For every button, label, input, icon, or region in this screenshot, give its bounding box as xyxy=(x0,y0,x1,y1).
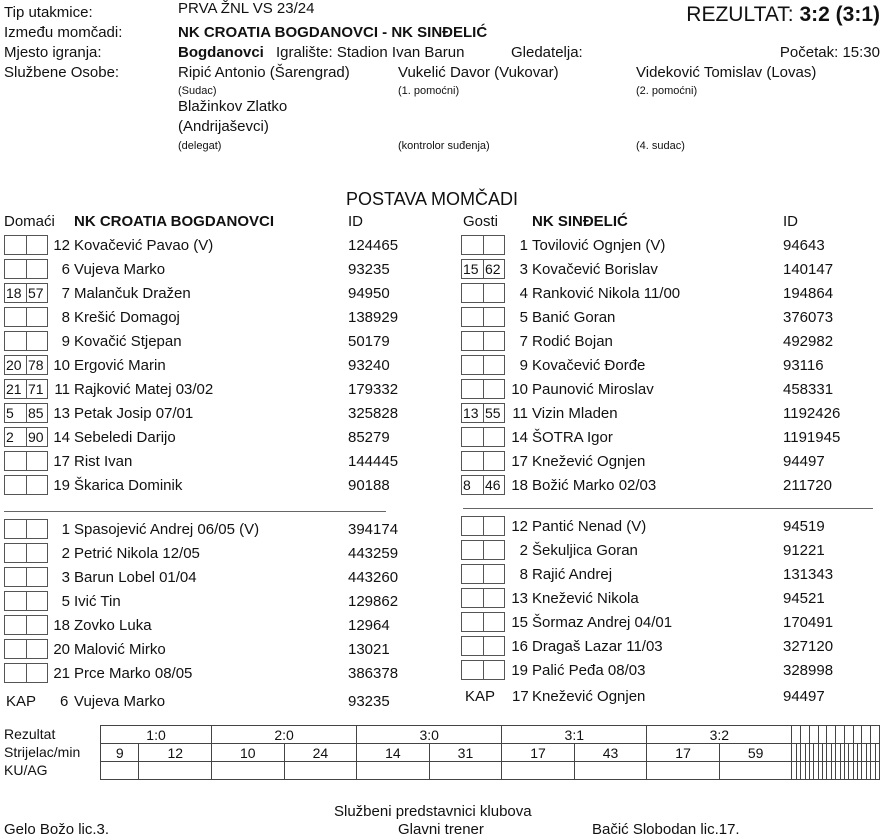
player-id: 85279 xyxy=(348,429,390,446)
sub-minute-box: 78 xyxy=(26,355,48,375)
official-referee-name: Ripić Antonio (Šarengrad) xyxy=(178,64,350,81)
sub-minute-box xyxy=(4,543,26,563)
goals-grid xyxy=(100,725,880,780)
player-id: 12964 xyxy=(348,617,390,634)
official-delegate-name2: (Andrijaševci) xyxy=(178,118,269,135)
player-id: 94950 xyxy=(348,285,390,302)
ku-cell xyxy=(284,762,357,780)
sub-minute-box xyxy=(26,615,48,635)
player-name: Malančuk Dražen xyxy=(74,285,191,302)
teams-between: NK CROATIA BOGDANOVCI - NK SINĐELIĆ xyxy=(178,24,488,41)
lineup-title: POSTAVA MOMČADI xyxy=(346,189,519,209)
player-number: 16 xyxy=(511,638,528,655)
scorer-cell: 17 xyxy=(647,744,720,762)
ku-cell xyxy=(647,762,720,780)
sub-minute-box: 21 xyxy=(4,379,26,399)
ku-cell xyxy=(429,762,502,780)
player-name: Zovko Luka xyxy=(74,617,152,634)
goals-scorer-row xyxy=(101,744,880,762)
player-name: Dragaš Lazar 11/03 xyxy=(532,638,663,655)
home-team: NK CROATIA BOGDANOVCI xyxy=(74,213,274,230)
player-name: Kovačević Pavao (V) xyxy=(74,237,214,254)
away-rep: Bačić Slobodan lic.17. xyxy=(592,821,740,838)
goals-result-label: Rezultat xyxy=(4,726,56,742)
player-id: 492982 xyxy=(783,333,834,350)
away-label: Gosti xyxy=(463,213,499,230)
ku-cell xyxy=(574,762,647,780)
home-label: Domaći xyxy=(4,213,55,230)
player-number: 8 xyxy=(61,309,70,326)
scorer-cell: 31 xyxy=(429,744,502,762)
head-coach-label: Glavni trener xyxy=(398,821,484,838)
result-cell xyxy=(827,726,836,744)
result-cell xyxy=(801,726,810,744)
player-number: 18 xyxy=(53,617,70,634)
ku-cell xyxy=(357,762,430,780)
sub-minute-box: 8 xyxy=(461,475,483,495)
scorer-cell: 9 xyxy=(101,744,139,762)
official-fourth-role: (4. sudac) xyxy=(636,140,685,152)
player-name: Knežević Ognjen xyxy=(532,453,646,470)
player-id: 94497 xyxy=(783,453,825,470)
home-id-label: ID xyxy=(348,213,363,230)
sub-minute-box xyxy=(461,451,483,471)
player-name: Prce Marko 08/05 xyxy=(74,665,193,682)
player-number: 19 xyxy=(511,662,528,679)
goals-result-row xyxy=(101,726,880,744)
player-id: 90188 xyxy=(348,477,390,494)
official-assistant2-name: Videković Tomislav (Lovas) xyxy=(636,64,817,81)
player-name: Knežević Nikola xyxy=(532,590,639,607)
sub-minute-box xyxy=(26,663,48,683)
player-id: 93240 xyxy=(348,357,390,374)
player-id: 443259 xyxy=(348,545,399,562)
sub-minute-box: 57 xyxy=(26,283,48,303)
venue-city: Bogdanovci xyxy=(178,44,264,61)
player-id: 129862 xyxy=(348,593,399,610)
player-id: 386378 xyxy=(348,665,399,682)
sub-minute-box xyxy=(461,612,483,632)
ku-cell xyxy=(101,762,139,780)
player-id: 376073 xyxy=(783,309,834,326)
sub-minute-box xyxy=(4,519,26,539)
official-delegate-role: (delegat) xyxy=(178,140,222,152)
player-name: Kovačević Đorđe xyxy=(532,357,646,374)
player-number: 14 xyxy=(511,429,528,446)
player-number: 14 xyxy=(53,429,70,446)
ku-cell xyxy=(139,762,212,780)
player-name: Spasojević Andrej 06/05 (V) xyxy=(74,521,260,538)
scorer-cell xyxy=(875,744,879,762)
player-number: 21 xyxy=(53,665,70,682)
player-number: 8 xyxy=(519,566,528,583)
sub-minute-box: 62 xyxy=(483,259,505,279)
sub-minute-box xyxy=(483,588,505,608)
player-name: Paunović Miroslav xyxy=(532,381,654,398)
player-number: 20 xyxy=(53,641,70,658)
result-cell xyxy=(836,726,845,744)
sub-minute-box xyxy=(461,307,483,327)
sub-minute-box xyxy=(483,355,505,375)
sub-minute-box xyxy=(4,307,26,327)
player-number: 9 xyxy=(519,357,528,374)
sub-minute-box xyxy=(26,259,48,279)
sub-minute-box xyxy=(483,379,505,399)
venue-stadium: Igralište: Stadion Ivan Barun xyxy=(276,44,465,61)
player-id: 194864 xyxy=(783,285,834,302)
sub-minute-box xyxy=(26,235,48,255)
sub-minute-box: 2 xyxy=(4,427,26,447)
player-id: 13021 xyxy=(348,641,390,658)
scorer-cell: 12 xyxy=(139,744,212,762)
sub-minute-box xyxy=(461,564,483,584)
spectators-label: Gledatelja: xyxy=(511,44,583,61)
sub-minute-box xyxy=(26,331,48,351)
match-type-label: Tip utakmice: xyxy=(4,4,93,21)
player-id: 327120 xyxy=(783,638,834,655)
sub-minute-box xyxy=(483,331,505,351)
sub-minute-box xyxy=(26,451,48,471)
sub-minute-box xyxy=(483,540,505,560)
player-name: Pantić Nenad (V) xyxy=(532,518,647,535)
player-name: Ivić Tin xyxy=(74,593,121,610)
player-id: 325828 xyxy=(348,405,399,422)
sub-minute-box xyxy=(461,283,483,303)
player-name: Kovačević Borislav xyxy=(532,261,658,278)
sub-minute-box xyxy=(483,564,505,584)
match-type: PRVA ŽNL VS 23/24 xyxy=(178,0,315,17)
sub-minute-box xyxy=(461,588,483,608)
player-name: Petrić Nikola 12/05 xyxy=(74,545,200,562)
player-name: Božić Marko 02/03 xyxy=(532,477,657,494)
player-name: Vujeva Marko xyxy=(74,261,166,278)
result-header xyxy=(686,2,880,28)
player-number: 3 xyxy=(61,569,70,586)
player-number: 6 xyxy=(61,261,70,278)
player-number: 1 xyxy=(519,237,528,254)
sub-minute-box xyxy=(483,235,505,255)
player-name: Vizin Mladen xyxy=(532,405,618,422)
player-name: Šormaz Andrej 04/01 xyxy=(532,614,673,631)
home-captain-no: 6 xyxy=(60,693,69,710)
sub-minute-box: 71 xyxy=(26,379,48,399)
player-name: Šekuljica Goran xyxy=(532,542,638,559)
result-cell: 1:0 xyxy=(101,726,212,744)
player-id: 1192426 xyxy=(783,405,841,422)
sub-minute-box: 85 xyxy=(26,403,48,423)
player-name: Banić Goran xyxy=(532,309,616,326)
player-number: 7 xyxy=(519,333,528,350)
player-number: 4 xyxy=(519,285,528,302)
sub-minute-box xyxy=(461,235,483,255)
player-id: 140147 xyxy=(783,261,834,278)
sub-minute-box xyxy=(461,331,483,351)
player-name: Barun Lobel 01/04 xyxy=(74,569,197,586)
away-divider xyxy=(463,508,873,509)
player-name: Kovačić Stjepan xyxy=(74,333,182,350)
away-captain-no: 17 xyxy=(512,688,529,705)
player-id: 94521 xyxy=(783,590,825,607)
result-cell xyxy=(818,726,827,744)
away-captain-id: 94497 xyxy=(783,688,825,705)
player-name: Krešić Domagoj xyxy=(74,309,180,326)
player-number: 12 xyxy=(511,518,528,535)
sub-minute-box xyxy=(461,636,483,656)
player-number: 19 xyxy=(53,477,70,494)
sub-minute-box xyxy=(4,615,26,635)
sub-minute-box xyxy=(26,475,48,495)
sub-minute-box xyxy=(483,636,505,656)
sub-minute-box xyxy=(4,591,26,611)
player-number: 17 xyxy=(53,453,70,470)
player-id: 93116 xyxy=(783,357,824,374)
player-number: 5 xyxy=(61,593,70,610)
player-id: 179332 xyxy=(348,381,399,398)
player-name: Škarica Dominik xyxy=(74,477,183,494)
sub-minute-box xyxy=(461,660,483,680)
player-number: 2 xyxy=(61,545,70,562)
goals-ku-row xyxy=(101,762,880,780)
home-captain-id: 93235 xyxy=(348,693,390,710)
player-name: Rajić Andrej xyxy=(532,566,613,583)
result-cell xyxy=(862,726,871,744)
result-value: 3:2 (3:1) xyxy=(799,3,880,26)
sub-minute-box xyxy=(4,259,26,279)
official-referee-role: (Sudac) xyxy=(178,85,217,97)
player-number: 9 xyxy=(61,333,70,350)
player-id: 328998 xyxy=(783,662,834,679)
away-captain-name: Knežević Ognjen xyxy=(532,688,646,705)
player-id: 138929 xyxy=(348,309,399,326)
sub-minute-box xyxy=(26,519,48,539)
sub-minute-box xyxy=(461,427,483,447)
away-id-label: ID xyxy=(783,213,798,230)
result-cell: 3:2 xyxy=(647,726,792,744)
sub-minute-box xyxy=(4,331,26,351)
official-assistant1-name: Vukelić Davor (Vukovar) xyxy=(398,64,559,81)
scorer-cell: 59 xyxy=(719,744,792,762)
player-id: 144445 xyxy=(348,453,399,470)
home-rep: Gelo Božo lic.3. xyxy=(4,821,110,838)
player-number: 1 xyxy=(61,521,70,538)
sub-minute-box: 55 xyxy=(483,403,505,423)
sub-minute-box: 13 xyxy=(461,403,483,423)
sub-minute-box xyxy=(4,451,26,471)
reps-title: Službeni predstavnici klubova xyxy=(334,803,532,820)
sub-minute-box xyxy=(26,567,48,587)
player-id: 211720 xyxy=(783,477,832,494)
player-id: 394174 xyxy=(348,521,399,538)
player-id: 458331 xyxy=(783,381,834,398)
sub-minute-box: 5 xyxy=(4,403,26,423)
player-name: Rodić Bojan xyxy=(532,333,613,350)
official-controller-role: (kontrolor suđenja) xyxy=(398,140,490,152)
result-cell xyxy=(809,726,818,744)
away-team: NK SINĐELIĆ xyxy=(532,213,628,230)
start-time: Početak: 15:30 xyxy=(779,44,880,61)
sub-minute-box xyxy=(26,639,48,659)
player-number: 2 xyxy=(519,542,528,559)
sub-minute-box: 46 xyxy=(483,475,505,495)
player-number: 17 xyxy=(511,453,528,470)
player-name: Petak Josip 07/01 xyxy=(74,405,194,422)
player-id: 124465 xyxy=(348,237,399,254)
player-number: 15 xyxy=(511,614,528,631)
scorer-cell: 17 xyxy=(502,744,575,762)
result-cell xyxy=(853,726,862,744)
sub-minute-box xyxy=(4,663,26,683)
sub-minute-box xyxy=(483,451,505,471)
sub-minute-box xyxy=(461,355,483,375)
scorer-cell: 10 xyxy=(212,744,285,762)
player-id: 170491 xyxy=(783,614,834,631)
player-id: 50179 xyxy=(348,333,390,350)
player-id: 443260 xyxy=(348,569,399,586)
result-cell: 3:1 xyxy=(502,726,647,744)
sub-minute-box xyxy=(4,639,26,659)
sub-minute-box xyxy=(483,427,505,447)
goals-ku-label: KU/AG xyxy=(4,762,48,778)
home-captain-label: KAP xyxy=(6,693,37,710)
player-number: 3 xyxy=(519,261,528,278)
ku-cell xyxy=(502,762,575,780)
away-captain-label: KAP xyxy=(465,688,496,705)
sub-minute-box xyxy=(4,567,26,587)
player-name: Malović Mirko xyxy=(74,641,166,658)
player-name: Ranković Nikola 11/00 xyxy=(532,285,681,302)
player-name: Palić Peđa 08/03 xyxy=(532,662,646,679)
sub-minute-box xyxy=(4,475,26,495)
result-cell xyxy=(871,726,880,744)
sub-minute-box xyxy=(461,516,483,536)
sub-minute-box xyxy=(483,516,505,536)
player-number: 7 xyxy=(61,285,70,302)
player-number: 18 xyxy=(511,477,528,494)
sub-minute-box xyxy=(26,307,48,327)
sub-minute-box: 15 xyxy=(461,259,483,279)
sub-minute-box xyxy=(483,612,505,632)
sub-minute-box xyxy=(26,591,48,611)
sub-minute-box xyxy=(483,660,505,680)
sub-minute-box xyxy=(483,283,505,303)
goals-scorer-label: Strijelac/min xyxy=(4,744,81,760)
officials-label: Službene Osobe: xyxy=(4,64,120,81)
scorer-cell: 43 xyxy=(574,744,647,762)
result-cell: 2:0 xyxy=(212,726,357,744)
player-number: 10 xyxy=(511,381,528,398)
player-id: 93235 xyxy=(348,261,390,278)
ku-cell xyxy=(875,762,879,780)
sub-minute-box xyxy=(4,235,26,255)
player-id: 94519 xyxy=(783,518,825,535)
player-name: Sebeledi Darijo xyxy=(74,429,176,446)
scorer-cell: 14 xyxy=(357,744,430,762)
sub-minute-box: 20 xyxy=(4,355,26,375)
ku-cell xyxy=(212,762,285,780)
scorer-cell: 24 xyxy=(284,744,357,762)
player-number: 10 xyxy=(53,357,70,374)
player-id: 91221 xyxy=(783,542,825,559)
result-cell xyxy=(792,726,801,744)
player-name: Rajković Matej 03/02 xyxy=(74,381,214,398)
player-name: Tovilović Ognjen (V) xyxy=(532,237,666,254)
home-divider xyxy=(4,511,386,512)
player-id: 1191945 xyxy=(783,429,841,446)
sub-minute-box xyxy=(26,543,48,563)
official-assistant2-role: (2. pomoćni) xyxy=(636,85,698,97)
venue-label: Mjesto igranja: xyxy=(4,44,102,61)
official-assistant1-role: (1. pomoćni) xyxy=(398,85,460,97)
ku-cell xyxy=(719,762,792,780)
player-name: Ergović Marin xyxy=(74,357,166,374)
sub-minute-box: 18 xyxy=(4,283,26,303)
player-name: ŠOTRA Igor xyxy=(532,429,613,446)
player-number: 11 xyxy=(512,405,528,422)
sub-minute-box: 90 xyxy=(26,427,48,447)
sub-minute-box xyxy=(483,307,505,327)
player-id: 131343 xyxy=(783,566,834,583)
result-cell xyxy=(844,726,853,744)
player-number: 13 xyxy=(511,590,528,607)
result-cell: 3:0 xyxy=(357,726,502,744)
sub-minute-box xyxy=(461,540,483,560)
player-number: 13 xyxy=(53,405,70,422)
player-name: Rist Ivan xyxy=(74,453,133,470)
home-captain-name: Vujeva Marko xyxy=(74,693,166,710)
player-number: 5 xyxy=(519,309,528,326)
result-label: REZULTAT: xyxy=(686,3,794,26)
player-id: 94643 xyxy=(783,237,825,254)
player-number: 11 xyxy=(54,381,70,398)
official-delegate-name: Blažinkov Zlatko xyxy=(178,98,288,115)
player-number: 12 xyxy=(53,237,70,254)
sub-minute-box xyxy=(461,379,483,399)
between-label: Između momčadi: xyxy=(4,24,123,41)
